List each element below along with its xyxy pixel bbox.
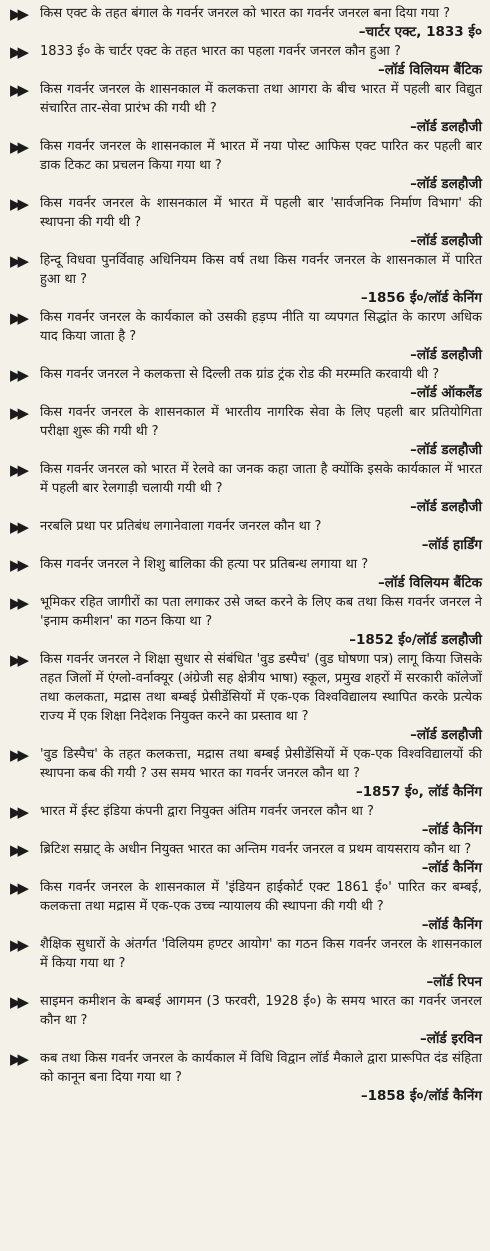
question-text: ब्रिटिश सम्राट् के अधीन नियुक्त भारत का अन्तिम गवर्नर जनरल व प्रथम वायसराय कौन था ? xyxy=(40,842,472,857)
qa-item xyxy=(6,802,482,840)
answer-text: –लॉर्ड डलहौजी xyxy=(410,499,482,515)
qa-body xyxy=(40,935,482,992)
double-arrow-bullet-icon: ▶▶ xyxy=(10,461,26,479)
qa-body xyxy=(40,650,482,745)
double-arrow-bullet-icon: ▶▶ xyxy=(10,651,26,669)
answer-text: –लॉर्ड इरविन xyxy=(420,1031,482,1047)
qa-item xyxy=(6,80,482,137)
answer-text: –लॉर्ड रिपन xyxy=(426,974,482,990)
double-arrow-bullet-icon: ▶▶ xyxy=(10,841,26,859)
double-arrow-bullet-icon: ▶▶ xyxy=(10,993,26,1011)
double-arrow-bullet-icon: ▶▶ xyxy=(10,309,26,327)
qa-item xyxy=(6,403,482,460)
qa-body xyxy=(40,1049,482,1106)
answer-text: –लॉर्ड डलहौजी xyxy=(410,727,482,743)
double-arrow-bullet-icon: ▶▶ xyxy=(10,138,26,156)
qa-body xyxy=(40,4,482,42)
question-text: किस गवर्नर जनरल के कार्यकाल को उसकी हड़प्प नीति या व्यपगत सिद्धांत के कारण अधिक याद किया जाता है ? xyxy=(40,310,482,344)
answer-text: –लॉर्ड कैनिंग xyxy=(421,860,482,876)
qa-body xyxy=(40,251,482,308)
qa-item xyxy=(6,517,482,555)
answer-text: –लॉर्ड विलियम बैंटिक xyxy=(378,575,482,591)
question-text: किस गवर्नर जनरल को भारत में रेलवे का जनक कहा जाता है क्योंकि इसके कार्यकाल में भारत में पहली बार रेलगाड़ी चलायी गयी थी ? xyxy=(40,462,482,496)
question-text: भारत में ईस्ट इंडिया कंपनी द्वारा नियुक्त अंतिम गवर्नर जनरल कौन था ? xyxy=(40,804,374,819)
double-arrow-bullet-icon: ▶▶ xyxy=(10,81,26,99)
answer-text: –लॉर्ड डलहौजी xyxy=(410,176,482,192)
qa-body xyxy=(40,878,482,935)
qa-item xyxy=(6,593,482,650)
double-arrow-bullet-icon: ▶▶ xyxy=(10,1050,26,1068)
qa-body xyxy=(40,403,482,460)
double-arrow-bullet-icon: ▶▶ xyxy=(10,879,26,897)
question-text: किस गवर्नर जनरल के शासनकाल में कलकत्ता तथा आगरा के बीच भारत में पहली बार विद्युत संचारित तार-सेवा प्रारंभ की गयी थी ? xyxy=(40,82,482,116)
question-text: किस गवर्नर जनरल के शासनकाल में भारत में पहली बार 'सार्वजनिक निर्माण विभाग' की स्थापना की गयी थी ? xyxy=(40,196,482,230)
question-text: भूमिकर रहित जागीरों का पता लगाकर उसे जब्त करने के लिए कब तथा किस गवर्नर जनरल ने 'इनाम कमीशन' का गठन किया था ? xyxy=(40,595,482,629)
answer-text: –लॉर्ड कैनिंग xyxy=(421,917,482,933)
qa-item xyxy=(6,308,482,365)
qa-item xyxy=(6,365,482,403)
question-text: किस गवर्नर जनरल के शासनकाल में भारत में नया पोस्ट आफिस एक्ट पारित कर पहली बार डाक टिकट का प्रचलन किया गया था ? xyxy=(40,139,482,173)
question-text: किस गवर्नर जनरल ने शिशु बालिका की हत्या पर प्रतिबन्ध लगाया था ? xyxy=(40,557,369,572)
qa-item xyxy=(6,935,482,992)
double-arrow-bullet-icon: ▶▶ xyxy=(10,366,26,384)
qa-item xyxy=(6,878,482,935)
qa-item xyxy=(6,137,482,194)
qa-body xyxy=(40,992,482,1049)
double-arrow-bullet-icon: ▶▶ xyxy=(10,5,26,23)
qa-body xyxy=(40,194,482,251)
qa-body xyxy=(40,308,482,365)
qa-body xyxy=(40,365,482,403)
question-text: नरबलि प्रथा पर प्रतिबंध लगानेवाला गवर्नर जनरल कौन था ? xyxy=(40,519,322,534)
qa-item xyxy=(6,745,482,802)
answer-text: –1857 ई०, लॉर्ड कैनिंग xyxy=(355,784,482,800)
answer-text: –लॉर्ड डलहौजी xyxy=(410,233,482,249)
answer-text: –1858 ई०/लॉर्ड कैनिंग xyxy=(360,1088,482,1104)
answer-text: –लॉर्ड ऑकलैंड xyxy=(410,385,482,401)
double-arrow-bullet-icon: ▶▶ xyxy=(10,43,26,61)
qa-body xyxy=(40,745,482,802)
double-arrow-bullet-icon: ▶▶ xyxy=(10,195,26,213)
qa-item xyxy=(6,194,482,251)
qa-list xyxy=(6,4,482,1106)
question-text: 1833 ई० के चार्टर एक्ट के तहत भारत का पहला गवर्नर जनरल कौन हुआ ? xyxy=(40,44,401,59)
answer-text: –1852 ई०/लॉर्ड डलहौजी xyxy=(349,632,482,648)
qa-body xyxy=(40,593,482,650)
question-text: कब तथा किस गवर्नर जनरल के कार्यकाल में विधि विद्वान लॉर्ड मैकाले द्वारा प्रारूपित दंड संहिता को कानून बना दिया गया था ? xyxy=(40,1051,482,1085)
double-arrow-bullet-icon: ▶▶ xyxy=(10,556,26,574)
qa-item xyxy=(6,992,482,1049)
answer-text: –चार्टर एक्ट, 1833 ई० xyxy=(358,24,482,40)
question-text: किस गवर्नर जनरल ने शिक्षा सुधार से संबंधित 'वुड डस्पैच' (वुड घोषणा पत्र) लागू किया जिसके तहत जिलों में एंग्लो-वर्नाक्यूर (अंग्रेजी सह क्षेत्रीय भाषा) स्कूल, प्रमुख शहरों में सरकारी कॉलेजों तथा कलकता, मद्रास तथा बम्बई प्रेसीडेंसियों में एक-एक विश्वविद्यालय स्थापित करके प्रत्येक राज्य में एक शिक्षा निदेशक नियुक्त करने का प्रस्ताव था ? xyxy=(40,652,482,724)
qa-item xyxy=(6,1049,482,1106)
qa-body xyxy=(40,802,482,840)
qa-body xyxy=(40,460,482,517)
qa-body xyxy=(40,517,482,555)
double-arrow-bullet-icon: ▶▶ xyxy=(10,746,26,764)
answer-text: –लॉर्ड हार्डिंग xyxy=(421,537,482,553)
qa-body xyxy=(40,42,482,80)
qa-item xyxy=(6,4,482,42)
qa-body xyxy=(40,80,482,137)
qa-item xyxy=(6,460,482,517)
answer-text: –लॉर्ड कैनिंग xyxy=(421,822,482,838)
answer-text: –लॉर्ड डलहौजी xyxy=(410,442,482,458)
question-text: 'वुड डिस्पैच' के तहत कलकत्ता, मद्रास तथा बम्बई प्रेसीडेंसियों में एक-एक विश्वविद्यालयों की स्थापना कब की गयी ? उस समय भारत का गवर्नर जनरल कौन था ? xyxy=(40,747,482,781)
double-arrow-bullet-icon: ▶▶ xyxy=(10,594,26,612)
qa-body xyxy=(40,137,482,194)
qa-item xyxy=(6,555,482,593)
answer-text: –लॉर्ड विलियम बैंटिक xyxy=(378,62,482,78)
question-text: किस गवर्नर जनरल ने कलकत्ता से दिल्ली तक ग्रांड ट्रंक रोड की मरम्मति करवायी थी ? xyxy=(40,367,440,382)
question-text: किस गवर्नर जनरल के शासनकाल में भारतीय नागरिक सेवा के लिए पहली बार प्रतियोगिता परीक्षा शुरू की गयी थी ? xyxy=(40,405,482,439)
qa-item xyxy=(6,650,482,745)
question-text: किस गवर्नर जनरल के शासनकाल में 'इंडियन हाईकोर्ट एक्ट 1861 ई०' पारित कर बम्बई, कलकत्ता तथा मद्रास में एक-एक उच्च न्यायालय की स्थापना की गयी थी ? xyxy=(40,880,482,914)
double-arrow-bullet-icon: ▶▶ xyxy=(10,252,26,270)
double-arrow-bullet-icon: ▶▶ xyxy=(10,518,26,536)
qa-item xyxy=(6,42,482,80)
qa-body xyxy=(40,840,482,878)
question-text: किस एक्ट के तहत बंगाल के गवर्नर जनरल को भारत का गवर्नर जनरल बना दिया गया ? xyxy=(40,6,451,21)
qa-item xyxy=(6,251,482,308)
answer-text: –लॉर्ड डलहौजी xyxy=(410,347,482,363)
double-arrow-bullet-icon: ▶▶ xyxy=(10,404,26,422)
question-text: शैक्षिक सुधारों के अंतर्गत 'विलियम हण्टर आयोग' का गठन किस गवर्नर जनरल के शासनकाल में किया गया था ? xyxy=(40,937,482,971)
question-text: हिन्दू विधवा पुनर्विवाह अधिनियम किस वर्ष तथा किस गवर्नर जनरल के शासनकाल में पारित हुआ था ? xyxy=(40,253,482,287)
qa-item xyxy=(6,840,482,878)
double-arrow-bullet-icon: ▶▶ xyxy=(10,936,26,954)
qa-body xyxy=(40,555,482,593)
answer-text: –1856 ई०/लॉर्ड केनिंग xyxy=(360,290,482,306)
double-arrow-bullet-icon: ▶▶ xyxy=(10,803,26,821)
question-text: साइमन कमीशन के बम्बई आगमन (3 फरवरी, 1928 ई०) के समय भारत का गवर्नर जनरल कौन था ? xyxy=(40,994,482,1028)
answer-text: –लॉर्ड डलहौजी xyxy=(410,119,482,135)
